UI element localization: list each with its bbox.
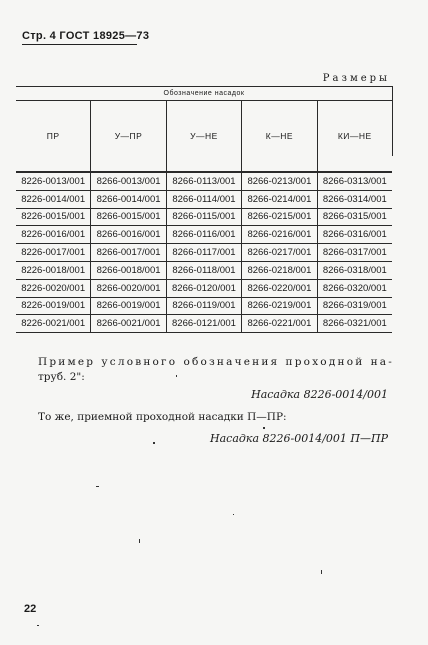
example-word: условного bbox=[101, 356, 178, 368]
table-cell: 8266-0119/001 bbox=[166, 297, 241, 315]
table-cell: 8266-0115/001 bbox=[166, 208, 241, 226]
example-designation: Насадка 8226-0014/001 bbox=[251, 388, 388, 401]
table-cell: 8266-0319/001 bbox=[317, 297, 392, 315]
table-cell: 8226-0014/001 bbox=[16, 190, 91, 208]
table-cell: 8266-0220/001 bbox=[242, 279, 317, 297]
table-cell: 8266-0121/001 bbox=[166, 315, 241, 333]
table-cell: 8266-0018/001 bbox=[91, 261, 166, 279]
table-cell: 8266-0017/001 bbox=[91, 244, 166, 262]
column-header: У—НЕ bbox=[166, 101, 241, 173]
table-row bbox=[16, 279, 392, 297]
table-cell: 8266-0314/001 bbox=[317, 190, 392, 208]
scan-speck bbox=[176, 375, 177, 377]
table-row bbox=[16, 190, 392, 208]
table-row bbox=[16, 208, 392, 226]
table-cell: 8266-0113/001 bbox=[166, 172, 241, 190]
header-underline bbox=[22, 44, 137, 45]
group-header: Обозначение насадок bbox=[16, 87, 392, 101]
same-paragraph: То же, приемной проходной насадки П—ПР: bbox=[38, 411, 287, 423]
scan-speck bbox=[233, 514, 234, 515]
example-word: проходной bbox=[285, 356, 365, 368]
header-text: Стр. 4 ГОСТ 18925—73 bbox=[22, 30, 150, 42]
table-cell: 8266-0213/001 bbox=[242, 172, 317, 190]
example-word: обозначения bbox=[183, 356, 280, 368]
table-cell: 8266-0117/001 bbox=[166, 244, 241, 262]
table-cell: 8226-0017/001 bbox=[16, 244, 91, 262]
scan-speck bbox=[321, 570, 322, 574]
table-cell: 8226-0021/001 bbox=[16, 315, 91, 333]
table-cell: 8266-0217/001 bbox=[242, 244, 317, 262]
table-cell: 8266-0118/001 bbox=[166, 261, 241, 279]
table-cell: 8226-0016/001 bbox=[16, 226, 91, 244]
table-row bbox=[16, 226, 392, 244]
table-cell: 8226-0020/001 bbox=[16, 279, 91, 297]
table-cell: 8226-0019/001 bbox=[16, 297, 91, 315]
same-designation: Насадка 8226-0014/001 П—ПР bbox=[210, 432, 388, 445]
table-cell: 8266-0320/001 bbox=[317, 279, 392, 297]
table-edge-line bbox=[392, 86, 393, 156]
column-header-row bbox=[16, 101, 392, 173]
table-cell: 8266-0114/001 bbox=[166, 190, 241, 208]
column-header: У—ПР bbox=[91, 101, 166, 173]
page-header bbox=[22, 30, 149, 42]
table-cell: 8266-0316/001 bbox=[317, 226, 392, 244]
example-word: Пример bbox=[38, 356, 96, 368]
table-cell: 8226-0013/001 bbox=[16, 172, 91, 190]
table-cell: 8226-0018/001 bbox=[16, 261, 91, 279]
table-body bbox=[16, 172, 392, 333]
table-row bbox=[16, 244, 392, 262]
designation-table bbox=[16, 86, 392, 333]
table-row bbox=[16, 261, 392, 279]
page-number: 22 bbox=[24, 603, 37, 615]
table-cell: 8266-0317/001 bbox=[317, 244, 392, 262]
scan-speck bbox=[263, 427, 265, 429]
column-header: ПР bbox=[16, 101, 91, 173]
table-cell: 8266-0214/001 bbox=[242, 190, 317, 208]
table-row bbox=[16, 315, 392, 333]
table-cell: 8266-0019/001 bbox=[91, 297, 166, 315]
table-row bbox=[16, 297, 392, 315]
table-cell: 8266-0219/001 bbox=[242, 297, 317, 315]
scan-speck bbox=[37, 625, 39, 626]
table-cell: 8266-0021/001 bbox=[91, 315, 166, 333]
scan-speck bbox=[153, 442, 155, 444]
table-cell: 8266-0116/001 bbox=[166, 226, 241, 244]
scan-speck bbox=[96, 486, 99, 487]
table-cell: 8266-0015/001 bbox=[91, 208, 166, 226]
table-cell: 8266-0013/001 bbox=[91, 172, 166, 190]
column-header: К—НЕ bbox=[242, 101, 317, 173]
table-cell: 8266-0120/001 bbox=[166, 279, 241, 297]
table-cell: 8266-0315/001 bbox=[317, 208, 392, 226]
table-cell: 8266-0016/001 bbox=[91, 226, 166, 244]
example-line-1 bbox=[38, 355, 394, 370]
table-row bbox=[16, 172, 392, 190]
table-cell: 8266-0318/001 bbox=[317, 261, 392, 279]
table-cell: 8266-0215/001 bbox=[242, 208, 317, 226]
example-line-2: труб. 2": bbox=[38, 371, 85, 383]
column-header: КИ—НЕ bbox=[317, 101, 392, 173]
table-cell: 8266-0216/001 bbox=[242, 226, 317, 244]
table-cell: 8266-0218/001 bbox=[242, 261, 317, 279]
table-cell: 8266-0020/001 bbox=[91, 279, 166, 297]
scan-speck bbox=[139, 539, 140, 543]
table-cell: 8266-0313/001 bbox=[317, 172, 392, 190]
table-cell: 8266-0321/001 bbox=[317, 315, 392, 333]
table-cell: 8266-0221/001 bbox=[242, 315, 317, 333]
example-paragraph bbox=[38, 355, 394, 385]
sizes-label: Размеры bbox=[322, 73, 390, 84]
example-word: на- bbox=[370, 356, 394, 368]
table-cell: 8226-0015/001 bbox=[16, 208, 91, 226]
table-cell: 8266-0014/001 bbox=[91, 190, 166, 208]
